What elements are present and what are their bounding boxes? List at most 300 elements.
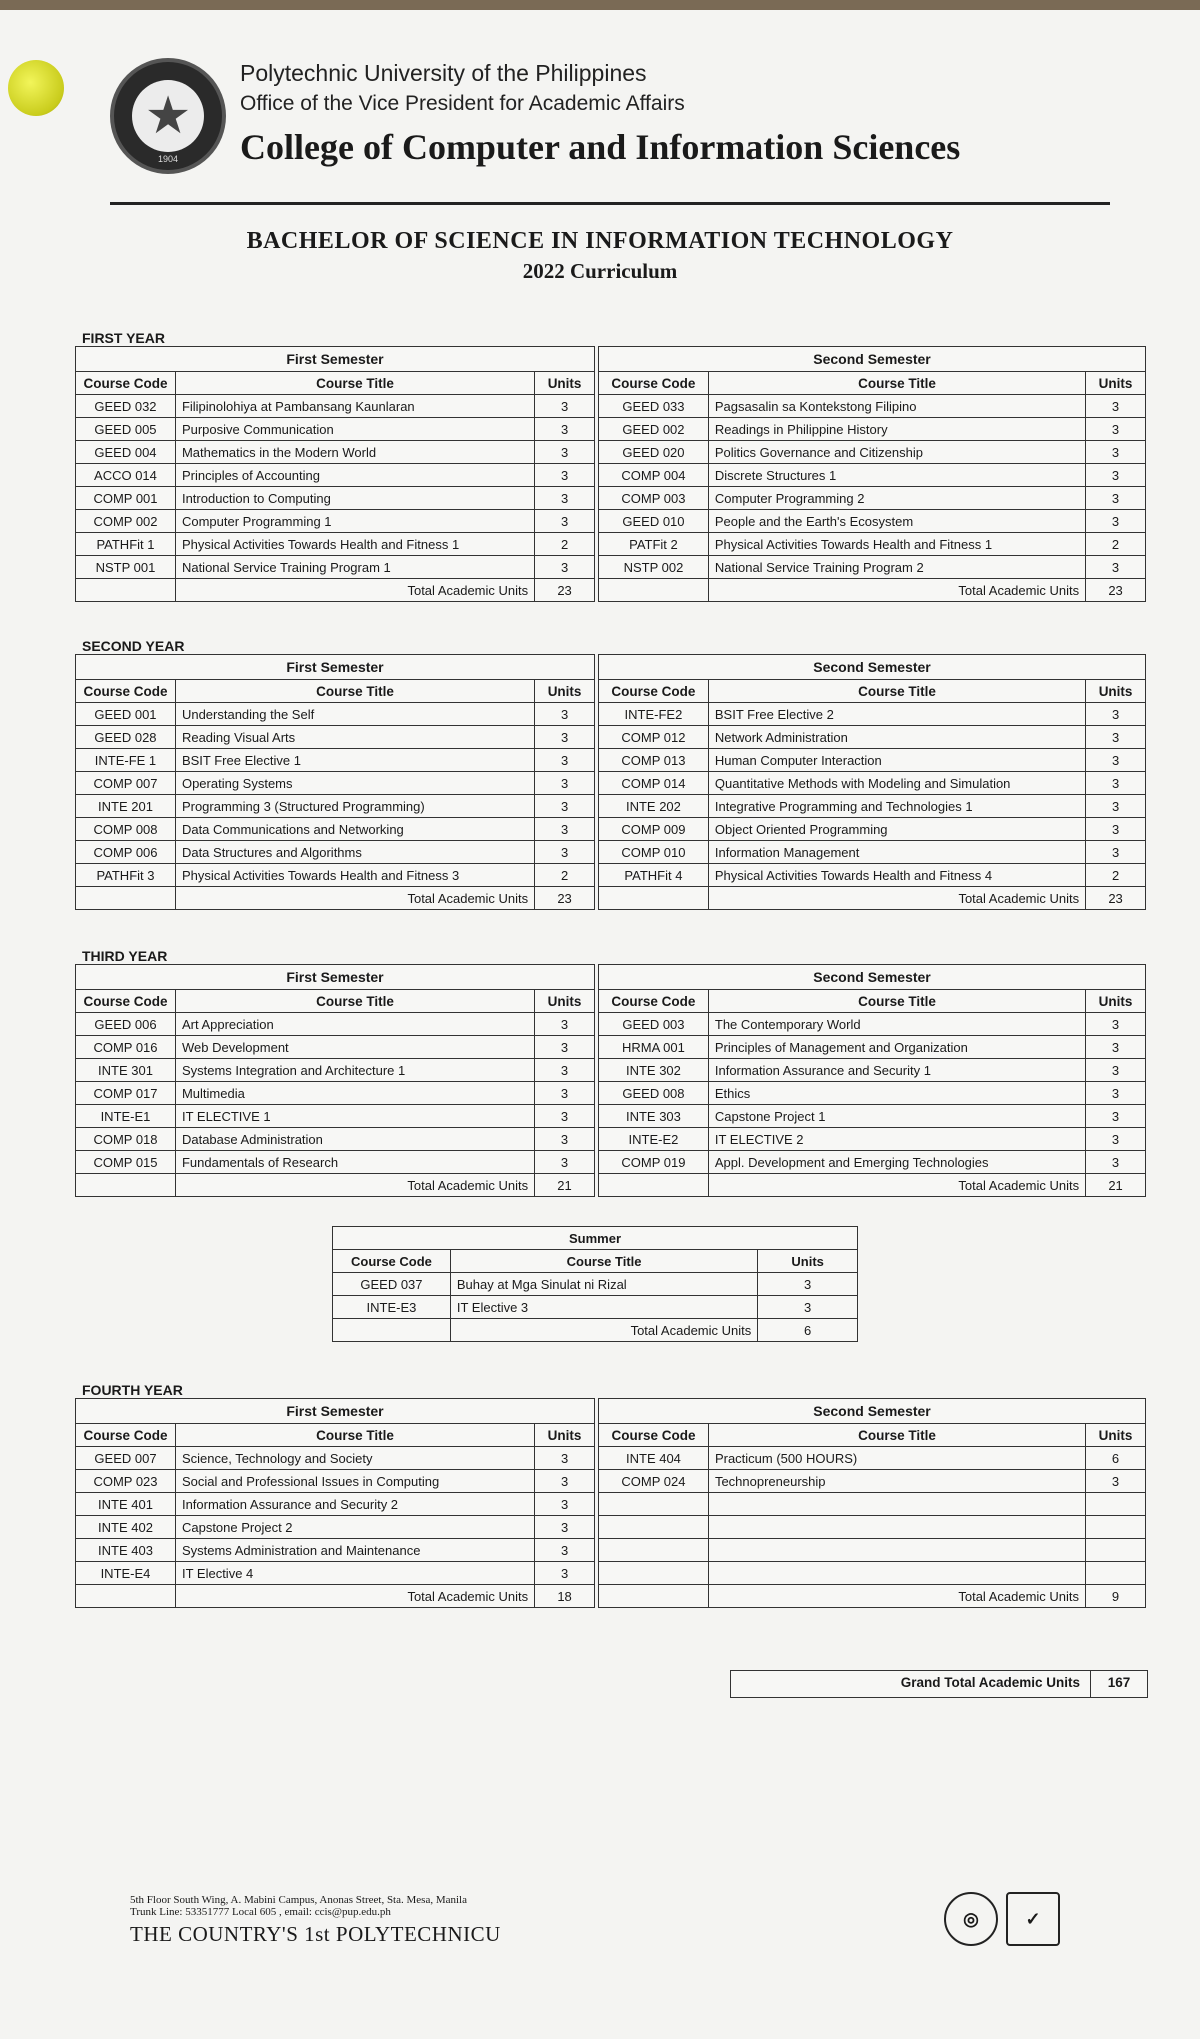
course-units: 3 <box>1086 1082 1146 1105</box>
table-row <box>599 533 1146 556</box>
semester-title-row <box>599 1399 1146 1424</box>
semester-title: Second Semester <box>599 1399 1146 1424</box>
course-units: 3 <box>535 1036 595 1059</box>
year-label: FOURTH YEAR <box>82 1382 183 1398</box>
course-units: 3 <box>1086 464 1146 487</box>
total-label: Total Academic Units <box>175 579 534 602</box>
course-units: 3 <box>1086 1128 1146 1151</box>
column-header-row <box>333 1250 858 1273</box>
total-spacer <box>599 579 709 602</box>
column-header-row <box>599 372 1146 395</box>
course-title: Capstone Project 2 <box>175 1516 534 1539</box>
program-title: BACHELOR OF SCIENCE IN INFORMATION TECHNOLOGY <box>246 228 954 254</box>
course-units: 3 <box>535 1128 595 1151</box>
semester-title-row <box>599 965 1146 990</box>
semester-title-row <box>76 347 595 372</box>
column-header-row <box>76 990 595 1013</box>
course-code: COMP 010 <box>599 841 709 864</box>
table-row <box>76 1562 595 1585</box>
course-code: COMP 002 <box>76 510 176 533</box>
course-code: HRMA 001 <box>599 1036 709 1059</box>
course-units: 3 <box>535 510 595 533</box>
table-row <box>599 864 1146 887</box>
summer-table <box>332 1226 858 1342</box>
course-title: Mathematics in the Modern World <box>175 441 534 464</box>
course-title: Reading Visual Arts <box>175 726 534 749</box>
total-label: Total Academic Units <box>708 887 1085 910</box>
total-spacer <box>76 579 176 602</box>
course-units: 3 <box>1086 772 1146 795</box>
course-units: 3 <box>1086 749 1146 772</box>
course-code: GEED 005 <box>76 418 176 441</box>
course-code: GEED 037 <box>333 1273 451 1296</box>
course-code: INTE 403 <box>76 1539 176 1562</box>
footer-contact: Trunk Line: 53351777 Local 605 , email: ccis@pup.edu.ph <box>130 1906 391 1918</box>
course-code: GEED 004 <box>76 441 176 464</box>
course-code: GEED 007 <box>76 1447 176 1470</box>
course-title: Information Management <box>708 841 1085 864</box>
table-row <box>76 487 595 510</box>
course-units: 3 <box>535 395 595 418</box>
course-code: COMP 009 <box>599 818 709 841</box>
table-row <box>76 441 595 464</box>
course-title: National Service Training Program 1 <box>175 556 534 579</box>
table-row <box>599 772 1146 795</box>
course-units: 3 <box>535 1059 595 1082</box>
course-title-header: Course Title <box>175 372 534 395</box>
course-title-header: Course Title <box>175 680 534 703</box>
total-row <box>76 1585 595 1608</box>
table-row <box>76 1447 595 1470</box>
course-units: 3 <box>535 818 595 841</box>
course-title-header: Course Title <box>175 990 534 1013</box>
course-title: Readings in Philippine History <box>708 418 1085 441</box>
summer-title-row <box>333 1227 858 1250</box>
total-row <box>599 579 1146 602</box>
course-units: 2 <box>535 533 595 556</box>
table-row <box>76 464 595 487</box>
course-title-header: Course Title <box>708 372 1085 395</box>
total-label: Total Academic Units <box>708 1174 1085 1197</box>
semester-table-first <box>75 654 595 910</box>
table-row <box>76 556 595 579</box>
course-code: GEED 003 <box>599 1013 709 1036</box>
course-units: 3 <box>535 1539 595 1562</box>
table-row <box>599 464 1146 487</box>
course-units: 3 <box>1086 703 1146 726</box>
course-units: 3 <box>1086 1151 1146 1174</box>
total-label: Total Academic Units <box>708 1585 1085 1608</box>
table-row <box>599 1493 1146 1516</box>
course-code: INTE 301 <box>76 1059 176 1082</box>
course-code: INTE 404 <box>599 1447 709 1470</box>
units-header: Units <box>1086 1424 1146 1447</box>
course-units: 3 <box>1086 418 1146 441</box>
year-label: FIRST YEAR <box>82 330 165 346</box>
course-code: COMP 023 <box>76 1470 176 1493</box>
semester-table-second <box>598 1398 1146 1608</box>
course-units: 3 <box>1086 795 1146 818</box>
course-code <box>599 1562 709 1585</box>
course-code: GEED 028 <box>76 726 176 749</box>
university-name: Polytechnic University of the Philippines <box>240 60 647 86</box>
course-title: Technopreneurship <box>708 1470 1085 1493</box>
push-pin <box>8 60 64 116</box>
course-units: 3 <box>758 1273 858 1296</box>
course-code: INTE 302 <box>599 1059 709 1082</box>
course-code: COMP 017 <box>76 1082 176 1105</box>
table-row <box>76 395 595 418</box>
course-code-header: Course Code <box>599 1424 709 1447</box>
course-units: 3 <box>1086 1013 1146 1036</box>
column-header-row <box>599 990 1146 1013</box>
total-row <box>76 1174 595 1197</box>
course-units: 3 <box>1086 818 1146 841</box>
iso-certification-icon: ◎ <box>944 1892 998 1946</box>
table-row <box>76 533 595 556</box>
column-header-row <box>76 372 595 395</box>
course-units <box>1086 1493 1146 1516</box>
total-spacer <box>76 887 176 910</box>
total-row <box>76 579 595 602</box>
table-row <box>76 703 595 726</box>
course-title: Programming 3 (Structured Programming) <box>175 795 534 818</box>
semester-table-first <box>75 346 595 602</box>
footer-address: 5th Floor South Wing, A. Mabini Campus, Anonas Street, Sta. Mesa, Manila <box>130 1894 467 1906</box>
course-title: IT ELECTIVE 1 <box>175 1105 534 1128</box>
column-header-row <box>599 680 1146 703</box>
course-units: 3 <box>1086 487 1146 510</box>
course-title: Data Structures and Algorithms <box>175 841 534 864</box>
total-label: Total Academic Units <box>175 1585 534 1608</box>
table-row <box>76 1151 595 1174</box>
table-row <box>599 726 1146 749</box>
total-row <box>599 1585 1146 1608</box>
course-code: COMP 007 <box>76 772 176 795</box>
course-units: 3 <box>535 1447 595 1470</box>
course-title: Pagsasalin sa Kontekstong Filipino <box>708 395 1085 418</box>
total-label: Total Academic Units <box>708 579 1085 602</box>
course-title: Database Administration <box>175 1128 534 1151</box>
table-row <box>599 1516 1146 1539</box>
course-code: ACCO 014 <box>76 464 176 487</box>
course-code: GEED 010 <box>599 510 709 533</box>
grand-total <box>730 1670 1148 1698</box>
course-units: 3 <box>535 556 595 579</box>
course-units: 3 <box>1086 1105 1146 1128</box>
table-row <box>76 1128 595 1151</box>
table-row <box>599 1470 1146 1493</box>
course-code: COMP 006 <box>76 841 176 864</box>
course-title: Buhay at Mga Sinulat ni Rizal <box>450 1273 757 1296</box>
course-code-header: Course Code <box>599 680 709 703</box>
course-title: Physical Activities Towards Health and Fitness 1 <box>175 533 534 556</box>
course-title: People and the Earth's Ecosystem <box>708 510 1085 533</box>
course-code: COMP 019 <box>599 1151 709 1174</box>
units-header: Units <box>1086 680 1146 703</box>
course-code: GEED 002 <box>599 418 709 441</box>
course-code: COMP 012 <box>599 726 709 749</box>
table-row <box>76 1036 595 1059</box>
total-label: Total Academic Units <box>175 887 534 910</box>
total-row <box>76 887 595 910</box>
course-code: COMP 015 <box>76 1151 176 1174</box>
table-row <box>76 1059 595 1082</box>
table-row <box>76 1082 595 1105</box>
units-header: Units <box>535 1424 595 1447</box>
summer-title: Summer <box>333 1227 858 1250</box>
table-row <box>76 418 595 441</box>
course-code: COMP 024 <box>599 1470 709 1493</box>
course-title: Web Development <box>175 1036 534 1059</box>
table-row <box>599 795 1146 818</box>
course-units: 3 <box>1086 841 1146 864</box>
course-title-header: Course Title <box>450 1250 757 1273</box>
course-title: Computer Programming 2 <box>708 487 1085 510</box>
course-units: 3 <box>1086 1036 1146 1059</box>
semester-title-row <box>599 655 1146 680</box>
certification-logos <box>944 1892 1060 1946</box>
table-row <box>333 1273 858 1296</box>
course-code: GEED 033 <box>599 395 709 418</box>
total-row <box>599 887 1146 910</box>
semester-title: First Semester <box>76 655 595 680</box>
total-units-value: 23 <box>535 887 595 910</box>
semester-title: Second Semester <box>599 655 1146 680</box>
course-units: 3 <box>535 418 595 441</box>
total-label: Total Academic Units <box>450 1319 757 1342</box>
letterhead <box>110 50 1110 210</box>
course-title: Discrete Structures 1 <box>708 464 1085 487</box>
college-name: College of Computer and Information Sciences <box>240 127 961 167</box>
table-row <box>599 556 1146 579</box>
table-row <box>76 1493 595 1516</box>
course-title: Principles of Accounting <box>175 464 534 487</box>
course-units <box>1086 1562 1146 1585</box>
table-row <box>599 1562 1146 1585</box>
semester-title: First Semester <box>76 965 595 990</box>
course-code: COMP 016 <box>76 1036 176 1059</box>
course-units: 3 <box>535 464 595 487</box>
course-units: 3 <box>535 1151 595 1174</box>
table-row <box>599 818 1146 841</box>
course-code-header: Course Code <box>599 990 709 1013</box>
course-title: Capstone Project 1 <box>708 1105 1085 1128</box>
course-code-header: Course Code <box>76 680 176 703</box>
table-row <box>599 703 1146 726</box>
course-title: Information Assurance and Security 2 <box>175 1493 534 1516</box>
course-code: INTE-E4 <box>76 1562 176 1585</box>
semester-title-row <box>599 347 1146 372</box>
total-units-value: 6 <box>758 1319 858 1342</box>
course-code-header: Course Code <box>333 1250 451 1273</box>
course-code: GEED 008 <box>599 1082 709 1105</box>
course-title-header: Course Title <box>175 1424 534 1447</box>
course-title: Network Administration <box>708 726 1085 749</box>
table-row <box>76 818 595 841</box>
course-units: 3 <box>1086 1059 1146 1082</box>
course-title-header: Course Title <box>708 1424 1085 1447</box>
course-units: 3 <box>1086 556 1146 579</box>
course-units: 3 <box>535 772 595 795</box>
total-spacer <box>599 1174 709 1197</box>
course-units: 3 <box>1086 726 1146 749</box>
course-units: 6 <box>1086 1447 1146 1470</box>
course-code: GEED 032 <box>76 395 176 418</box>
table-row <box>599 441 1146 464</box>
course-title: BSIT Free Elective 1 <box>175 749 534 772</box>
course-title: Human Computer Interaction <box>708 749 1085 772</box>
course-title <box>708 1539 1085 1562</box>
course-units: 3 <box>535 1470 595 1493</box>
total-spacer <box>599 1585 709 1608</box>
semester-title-row <box>76 655 595 680</box>
total-units-value: 18 <box>535 1585 595 1608</box>
total-row <box>333 1319 858 1342</box>
course-title: Politics Governance and Citizenship <box>708 441 1085 464</box>
table-row <box>76 1013 595 1036</box>
course-title: Information Assurance and Security 1 <box>708 1059 1085 1082</box>
course-code-header: Course Code <box>599 372 709 395</box>
office-name: Office of the Vice President for Academic Affairs <box>240 92 685 115</box>
course-code: INTE 202 <box>599 795 709 818</box>
total-spacer <box>76 1174 176 1197</box>
table-row <box>599 510 1146 533</box>
course-units: 3 <box>535 703 595 726</box>
course-units: 3 <box>535 441 595 464</box>
semester-title: First Semester <box>76 1399 595 1424</box>
course-units: 3 <box>535 1562 595 1585</box>
course-code: NSTP 002 <box>599 556 709 579</box>
course-code: INTE-E3 <box>333 1296 451 1319</box>
course-title <box>708 1516 1085 1539</box>
table-row <box>76 749 595 772</box>
course-units: 3 <box>535 1105 595 1128</box>
course-title: Integrative Programming and Technologies 1 <box>708 795 1085 818</box>
university-seal <box>110 58 226 174</box>
course-title: Multimedia <box>175 1082 534 1105</box>
course-code-header: Course Code <box>76 990 176 1013</box>
course-code: COMP 014 <box>599 772 709 795</box>
semester-table-first <box>75 964 595 1197</box>
course-title: Fundamentals of Research <box>175 1151 534 1174</box>
course-units <box>1086 1539 1146 1562</box>
table-row <box>599 1151 1146 1174</box>
document-page <box>0 10 1200 2039</box>
course-code: COMP 003 <box>599 487 709 510</box>
course-code: GEED 006 <box>76 1013 176 1036</box>
course-code: COMP 004 <box>599 464 709 487</box>
course-code-header: Course Code <box>76 1424 176 1447</box>
course-code: INTE 303 <box>599 1105 709 1128</box>
semester-table-second <box>598 964 1146 1197</box>
course-code: GEED 001 <box>76 703 176 726</box>
seal-year: 1904 <box>157 154 179 164</box>
course-code: INTE 402 <box>76 1516 176 1539</box>
course-code <box>599 1493 709 1516</box>
course-code: NSTP 001 <box>76 556 176 579</box>
grand-total-label: Grand Total Academic Units <box>731 1671 1091 1697</box>
units-header: Units <box>1086 990 1146 1013</box>
course-title: Principles of Management and Organization <box>708 1036 1085 1059</box>
units-header: Units <box>1086 372 1146 395</box>
table-row <box>599 1059 1146 1082</box>
course-title: Practicum (500 HOURS) <box>708 1447 1085 1470</box>
total-units-value: 23 <box>535 579 595 602</box>
table-row <box>76 795 595 818</box>
semester-title: Second Semester <box>599 347 1146 372</box>
course-title: Science, Technology and Society <box>175 1447 534 1470</box>
semester-title-row <box>76 1399 595 1424</box>
course-code: PATHFit 4 <box>599 864 709 887</box>
table-row <box>76 510 595 533</box>
table-row <box>599 1036 1146 1059</box>
program-heading <box>0 228 1200 284</box>
course-code: PATFit 2 <box>599 533 709 556</box>
course-units: 3 <box>758 1296 858 1319</box>
course-title: Purposive Communication <box>175 418 534 441</box>
course-code: COMP 013 <box>599 749 709 772</box>
course-title: National Service Training Program 2 <box>708 556 1085 579</box>
table-row <box>333 1296 858 1319</box>
course-units: 3 <box>1086 395 1146 418</box>
units-header: Units <box>535 990 595 1013</box>
table-row <box>599 841 1146 864</box>
curriculum-year: 2022 Curriculum <box>522 259 678 283</box>
course-code <box>599 1516 709 1539</box>
course-title: BSIT Free Elective 2 <box>708 703 1085 726</box>
course-code: INTE-FE 1 <box>76 749 176 772</box>
footer-tagline: THE COUNTRY'S 1st POLYTECHNICU <box>130 1922 501 1946</box>
total-units-value: 21 <box>535 1174 595 1197</box>
course-title: Object Oriented Programming <box>708 818 1085 841</box>
course-units: 3 <box>535 1082 595 1105</box>
course-title: Quantitative Methods with Modeling and Simulation <box>708 772 1085 795</box>
column-header-row <box>76 1424 595 1447</box>
course-code: INTE-E2 <box>599 1128 709 1151</box>
table-row <box>76 1470 595 1493</box>
table-row <box>76 1105 595 1128</box>
course-units: 3 <box>535 1516 595 1539</box>
course-code: PATHFit 3 <box>76 864 176 887</box>
course-units <box>1086 1516 1146 1539</box>
course-code: INTE-E1 <box>76 1105 176 1128</box>
table-row <box>599 749 1146 772</box>
semester-title: Second Semester <box>599 965 1146 990</box>
course-code-header: Course Code <box>76 372 176 395</box>
semester-table-first <box>75 1398 595 1608</box>
course-title: Appl. Development and Emerging Technologies <box>708 1151 1085 1174</box>
table-row <box>76 1539 595 1562</box>
semester-title: First Semester <box>76 347 595 372</box>
header-rule <box>110 202 1110 205</box>
course-units: 2 <box>535 864 595 887</box>
course-title: Computer Programming 1 <box>175 510 534 533</box>
course-title: Data Communications and Networking <box>175 818 534 841</box>
course-units: 3 <box>1086 441 1146 464</box>
course-title: The Contemporary World <box>708 1013 1085 1036</box>
course-code: INTE 201 <box>76 795 176 818</box>
course-code: INTE 401 <box>76 1493 176 1516</box>
table-row <box>76 841 595 864</box>
table-row <box>76 726 595 749</box>
course-title: IT Elective 4 <box>175 1562 534 1585</box>
course-title: Ethics <box>708 1082 1085 1105</box>
units-header: Units <box>758 1250 858 1273</box>
course-title: IT Elective 3 <box>450 1296 757 1319</box>
table-row <box>599 395 1146 418</box>
course-units: 3 <box>535 1013 595 1036</box>
